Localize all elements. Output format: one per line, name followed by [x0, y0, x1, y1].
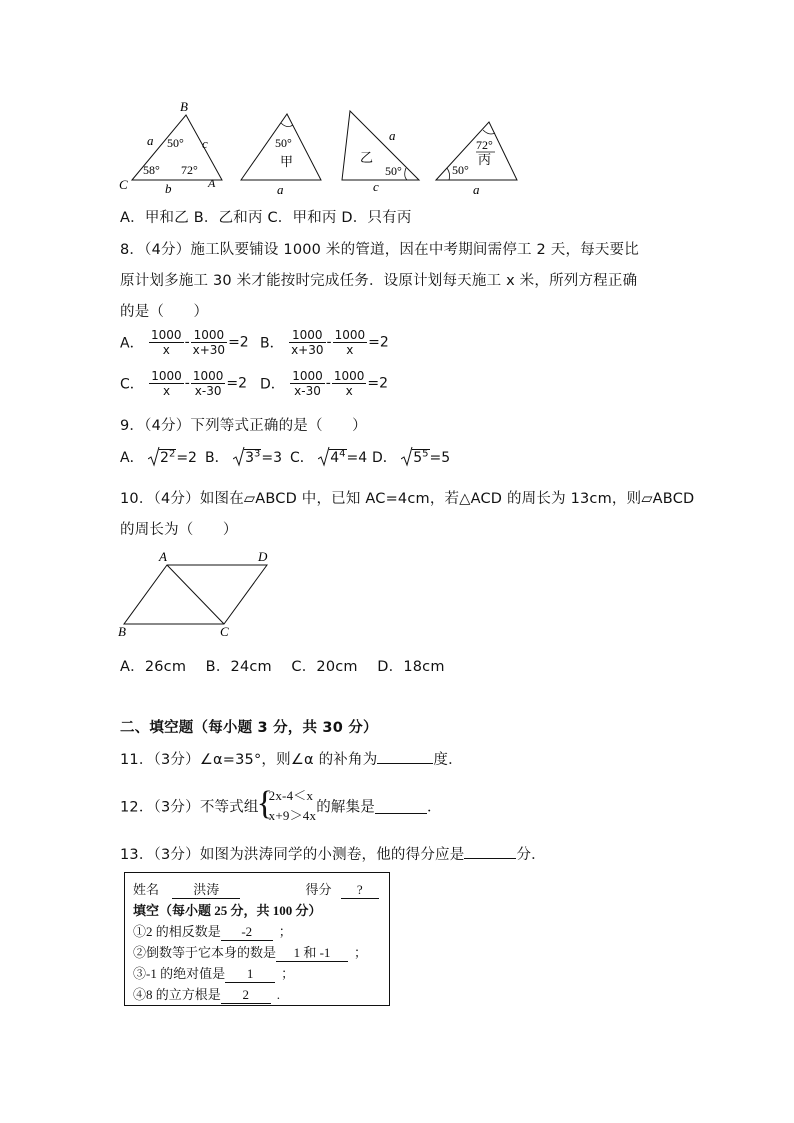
- triangle-abc: [119, 99, 222, 196]
- q7-options: A．甲和乙 B．乙和丙 C．甲和丙 D．只有丙: [120, 210, 412, 226]
- fraction: [333, 328, 368, 357]
- q8-stem-line1: 8．（4分）施工队要铺设 1000 米的管道，因在中考期间需停工 2 天，每天要比: [120, 242, 639, 258]
- option-label: C．: [290, 450, 314, 466]
- parallelogram-abcd-figure: [112, 546, 282, 642]
- fraction: [289, 328, 325, 357]
- yi-angle: 50°: [385, 164, 402, 178]
- item-text: ④8 的立方根是: [133, 987, 221, 1002]
- equation-rhs: =3: [261, 450, 282, 466]
- radicand-base: 2: [160, 450, 169, 466]
- side-c: c: [202, 136, 208, 151]
- q8-stem-line3: 的是（ ）: [120, 304, 209, 320]
- q12-stem-mid: 的解集是: [316, 799, 375, 816]
- option-label: A．: [120, 335, 144, 352]
- jia-name: 甲: [280, 154, 294, 169]
- item-end: .: [276, 987, 281, 1002]
- score-label: 得分: [305, 882, 332, 897]
- q8-option-d[interactable]: D． $\frac{1000}{x-30}$ - $\frac{1000}{x}$ =2: [260, 369, 389, 398]
- bing-name: 丙: [478, 152, 492, 167]
- q8-option-a[interactable]: A． $\frac{1000}{x}$ - $\frac{1000}{x+30}$ =2: [120, 328, 249, 357]
- fraction: [332, 369, 367, 398]
- numerator: 1000: [333, 369, 365, 383]
- vertex-C: C: [220, 624, 229, 639]
- radicand-exponent: 5: [422, 448, 429, 460]
- q9-option-d[interactable]: [372, 447, 450, 467]
- vertex-A: A: [159, 549, 167, 564]
- fraction: [149, 328, 184, 357]
- fraction: [191, 328, 227, 357]
- option-label: B．: [205, 450, 229, 466]
- q9-option-b[interactable]: [205, 447, 282, 467]
- option-label: D．: [372, 450, 397, 466]
- numerator: 1000: [292, 369, 323, 383]
- q9-stem: 9．（4分）下列等式正确的是（ ）: [120, 418, 367, 434]
- name-label: 姓名: [133, 882, 160, 897]
- jia-angle: 50°: [275, 136, 292, 150]
- item-end: ；: [278, 924, 292, 939]
- q12-answer-blank[interactable]: [375, 799, 427, 814]
- equation-rhs: =2: [176, 450, 197, 466]
- q13-stem: 13．（3分）如图为洪涛同学的小测卷，他的得分应是: [120, 847, 465, 863]
- q10-stem-line2: 的周长为（ ）: [120, 522, 238, 538]
- equation-rhs: =2: [368, 334, 389, 351]
- vertex-D: D: [258, 549, 268, 564]
- q11-stem-end: 度．: [433, 752, 463, 768]
- denominator: x-30: [294, 384, 321, 398]
- denominator: x: [346, 343, 354, 357]
- q13-stem-end: 分．: [516, 847, 546, 863]
- label-B: B: [180, 99, 188, 114]
- name-value: 洪涛: [172, 879, 240, 899]
- fraction: [191, 369, 226, 398]
- side-a: a: [147, 133, 154, 148]
- q9-option-c[interactable]: [290, 447, 367, 467]
- inequality-1: 2x-4＜x: [268, 788, 314, 803]
- fraction: [290, 369, 325, 398]
- equation-rhs: =2: [367, 375, 389, 392]
- option-label: D．: [260, 376, 285, 393]
- q12-stem-end: ．: [427, 799, 442, 816]
- side-b: b: [165, 181, 172, 196]
- q12: [120, 786, 442, 826]
- card-header-row: [133, 879, 379, 899]
- angle-C: 58°: [143, 163, 160, 177]
- radical: [148, 448, 176, 466]
- denominator: x: [345, 384, 353, 398]
- q11-stem: 11．（3分）∠α=35°，则∠α 的补角为: [120, 752, 378, 768]
- item-text: ②倒数等于它本身的数是: [133, 945, 277, 960]
- card-item-1: [133, 921, 292, 941]
- item-text: ③-1 的绝对值是: [133, 966, 226, 981]
- q13-answer-blank[interactable]: [464, 844, 516, 859]
- yi-name: 乙: [360, 150, 374, 165]
- fraction: [149, 369, 184, 398]
- radicand-exponent: 4: [339, 448, 346, 460]
- radicand-exponent: 3: [253, 448, 261, 460]
- q8-stem-line2: 原计划多施工 30 米才能按时完成任务．设原计划每天施工 x 米，所列方程正确: [120, 273, 638, 289]
- bing-side: a: [473, 182, 480, 197]
- triangle-bing: [436, 122, 517, 197]
- numerator: 1000: [151, 369, 182, 383]
- quiz-card: [124, 872, 390, 1006]
- inequality-2: x+9＞4x: [268, 808, 317, 823]
- q13: [120, 843, 546, 864]
- q11-answer-blank[interactable]: [377, 749, 433, 764]
- yi-side-a: a: [389, 128, 396, 143]
- q10-options: A．26cm B．24cm C．20cm D．18cm: [120, 659, 445, 675]
- item-answer: -2: [221, 924, 273, 941]
- denominator: x+30: [192, 343, 226, 357]
- brace-icon: {: [256, 785, 274, 822]
- q8-option-b[interactable]: B． $\frac{1000}{x+30}$ - $\frac{1000}{x}$ =2: [260, 328, 389, 357]
- vertex-B: B: [118, 624, 126, 639]
- radicand-exponent: 2: [168, 448, 176, 460]
- equation-rhs: =2: [228, 334, 249, 351]
- radicand-base: 5: [413, 450, 423, 466]
- card-heading: 填空（每小题 25 分，共 100 分）: [133, 903, 322, 918]
- equation-rhs: =4: [346, 450, 368, 466]
- item-answer: 2: [221, 987, 271, 1004]
- card-item-4: [133, 984, 280, 1004]
- section-heading: 二、填空题（每小题 3 分，共 30 分）: [120, 720, 378, 736]
- equation-rhs: =5: [429, 450, 451, 466]
- radical: [233, 448, 261, 466]
- q12-stem: 12．（3分）不等式组: [120, 799, 259, 816]
- q10-stem-line1: 10．（4分）如图在▱ABCD 中，已知 AC=4cm，若△ACD 的周长为 13cm，则▱ABCD: [120, 491, 695, 507]
- denominator: x-30: [194, 384, 222, 398]
- item-end: ；: [354, 945, 368, 960]
- triangle-jia: [241, 114, 321, 197]
- yi-side-c: c: [373, 179, 379, 194]
- radicand-base: 3: [245, 450, 254, 466]
- item-text: ①2 的相反数是: [133, 924, 221, 939]
- radicand-base: 4: [330, 450, 340, 466]
- card-item-2: [133, 942, 367, 962]
- item-end: ；: [281, 966, 295, 981]
- option-label: C．: [120, 376, 144, 393]
- numerator: 1000: [334, 328, 366, 342]
- radical: [318, 448, 346, 466]
- numerator: 1000: [151, 328, 182, 342]
- label-C: C: [119, 177, 128, 192]
- triangle-yi: [342, 111, 419, 194]
- jia-side: a: [277, 182, 284, 197]
- q7-triangles-figure: [110, 96, 530, 200]
- item-answer: 1 和 -1: [276, 942, 348, 962]
- denominator: x: [162, 384, 171, 398]
- label-A: A: [208, 176, 216, 190]
- q8-option-c[interactable]: C． $\frac{1000}{x}$ - $\frac{1000}{x-30}$ =2: [120, 369, 248, 398]
- angle-A: 72°: [181, 163, 198, 177]
- radical: [401, 448, 429, 466]
- score-value: ?: [341, 882, 379, 899]
- denominator: x+30: [291, 343, 324, 357]
- denominator: x: [162, 343, 170, 357]
- numerator: 1000: [191, 328, 227, 343]
- equation-rhs: =2: [226, 375, 248, 392]
- q11: [120, 748, 463, 769]
- inequality-system: [256, 785, 317, 826]
- angle-B: 50°: [167, 136, 184, 150]
- option-label: B．: [260, 335, 284, 352]
- card-item-3: [133, 963, 294, 983]
- option-label: A．: [120, 450, 144, 466]
- bing-angle-top: 72°: [476, 138, 493, 152]
- numerator: 1000: [192, 369, 224, 383]
- q9-option-a[interactable]: [120, 447, 197, 467]
- item-answer: 1: [225, 966, 275, 983]
- numerator: 1000: [289, 328, 325, 343]
- bing-angle-left: 50°: [452, 163, 469, 177]
